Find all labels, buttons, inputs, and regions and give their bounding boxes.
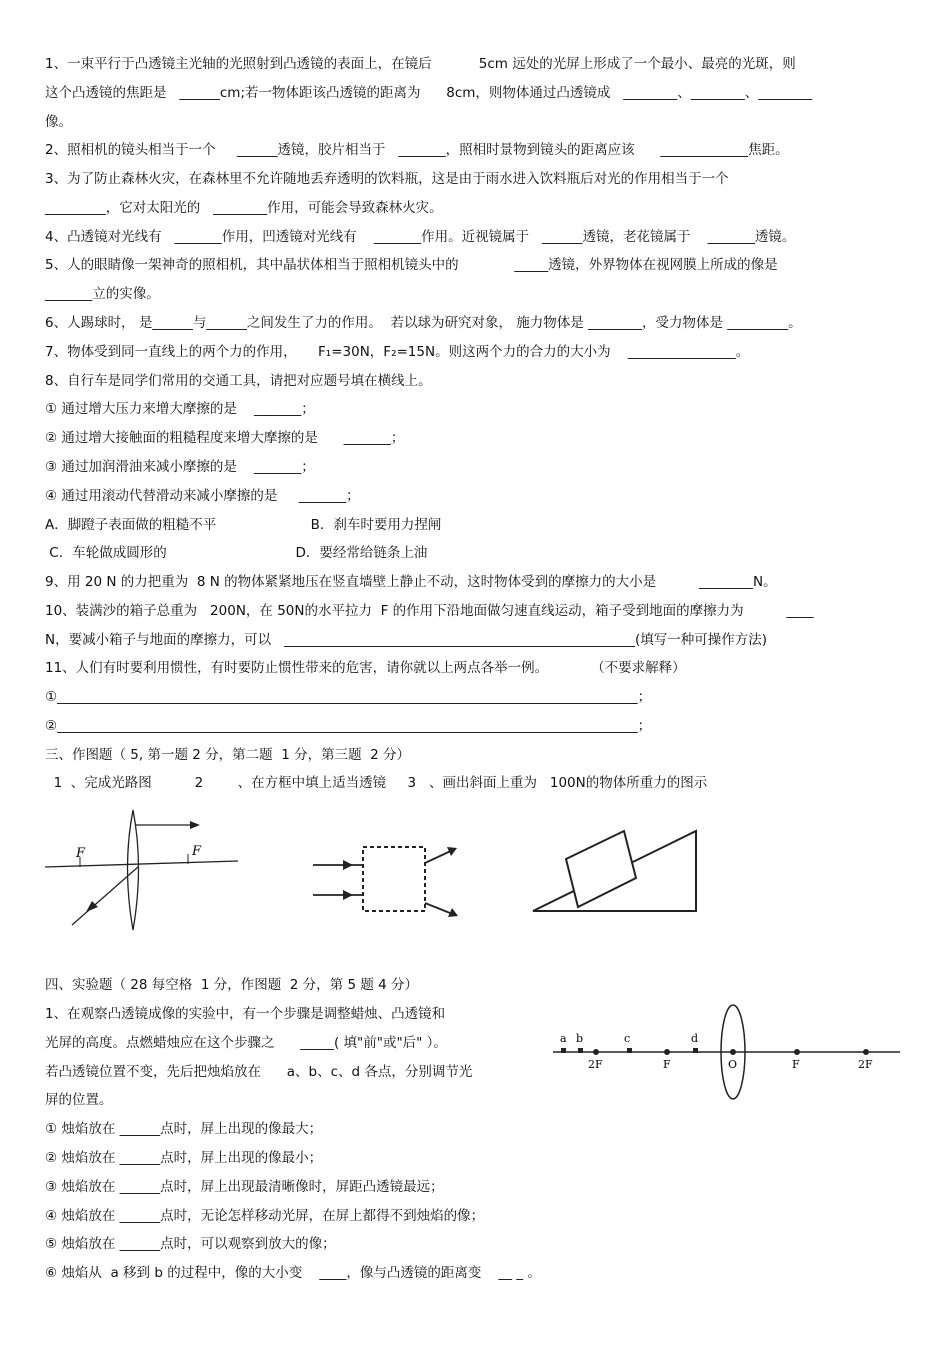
label-2f-right: 2F — [858, 1058, 873, 1071]
line-26: 1 、完成光路图 2 、在方框中填上适当透镜 3 、画出斜面上重为 100N的物体所重力的图示 — [45, 775, 708, 791]
point-o-marker — [730, 1049, 736, 1055]
line-6: _________，它对太阳光的 ________作用，可能会导致森林火灾。 — [45, 200, 443, 216]
line-21: N，要减小箱子与地面的摩擦力，可以 ____________________________________________________(填写一种可操作方法) — [45, 632, 768, 648]
block-on-incline — [566, 831, 636, 907]
line-5: 3、为了防止森林火灾，在森林里不允许随地丢弃透明的饮料瓶，这是由于雨水进入饮料瓶后对光的作用相当于一个 — [45, 171, 729, 187]
line-4: 2、照相机的镜头相当于一个 ______透镜，胶片相当于 _______，照相时景物到镜头的距离应该 _____________焦距。 — [45, 142, 789, 158]
line-11: 7、物体受到同一直线上的两个力的作用， F₁=30N，F₂=15N。则这两个力的合力的大小为 ________________。 — [45, 344, 750, 360]
line-34: ③ 烛焰放在 ______点时，屏上出现最清晰像时，屏距凸透镜最远； — [45, 1179, 444, 1195]
line-15: ③ 通过加润滑油来减小摩擦的是 _______； — [45, 459, 315, 475]
figure-optical-axis — [548, 1000, 908, 1110]
point-a-marker — [561, 1048, 566, 1053]
label-a: a — [560, 1032, 567, 1045]
point-f-left-marker — [664, 1049, 670, 1055]
line-27: 四、实验题（ 28 每空格 1 分，作图题 2 分，第 5 题 4 分） — [45, 977, 419, 993]
line-20: 10、装满沙的箱子总重为 200N，在 50N的水平拉力 F 的作用下沿地面做匀速直线运动，箱子受到地面的摩擦力为 ____ — [45, 603, 814, 619]
label-o: O — [728, 1058, 738, 1071]
line-10: 6、人踢球时， 是______与______之间发生了力的作用。 若以球为研究对象， 施力物体是 ________，受力物体是 _________。 — [45, 315, 802, 331]
line-29: 光屏的高度。点燃蜡烛应在这个步骤之 _____( 填"前"或"后" ）。 — [45, 1035, 447, 1051]
figure-incline — [528, 825, 708, 920]
arrow-right-icon — [343, 890, 353, 900]
line-23: ①______________________________________________________________________________________； — [45, 689, 652, 705]
focus-label-right: F — [192, 844, 202, 859]
line-12: 8、自行车是同学们常用的交通工具，请把对应题号填在横线上。 — [45, 373, 432, 389]
figure-lens-box — [305, 835, 465, 925]
dashed-box — [363, 847, 425, 911]
line-18: C．车轮做成圆形的 D．要经常给链条上油 — [45, 545, 428, 561]
point-c-marker — [627, 1048, 632, 1053]
point-f-right-marker — [794, 1049, 800, 1055]
line-9: _______立的实像。 — [45, 286, 160, 302]
line-8: 5、人的眼睛像一架神奇的照相机，其中晶状体相当于照相机镜头中的 _____透镜，外界物体在视网膜上所成的像是 — [45, 257, 778, 273]
line-36: ⑤ 烛焰放在 ______点时，可以观察到放大的像； — [45, 1236, 336, 1252]
focus-label-left: F — [76, 846, 86, 861]
line-16: ④ 通过用滚动代替滑动来减小摩擦的是 _______； — [45, 488, 360, 504]
line-30: 若凸透镜位置不变，先后把烛焰放在 a、b、c、d 各点，分别调节光 — [45, 1064, 473, 1080]
figure-light-path — [40, 805, 250, 935]
arrow-right-icon — [190, 821, 200, 829]
label-b: b — [576, 1032, 584, 1045]
label-c: c — [624, 1032, 631, 1045]
line-28: 1、在观察凸透镜成像的实验中，有一个步骤是调整蜡烛、凸透镜和 — [45, 1006, 446, 1022]
point-2f-right-marker — [863, 1049, 869, 1055]
line-32: ① 烛焰放在 ______点时，屏上出现的像最大； — [45, 1121, 323, 1137]
line-31: 屏的位置。 — [45, 1092, 113, 1108]
convex-lens — [128, 810, 139, 930]
point-d-marker — [693, 1048, 698, 1053]
point-b-marker — [578, 1048, 583, 1053]
label-d: d — [691, 1032, 699, 1045]
arrow-right-icon — [343, 860, 353, 870]
arrow-up-icon — [86, 901, 98, 912]
line-19: 9、用 20 N 的力把重为 8 N 的物体紧紧地压在竖直墙壁上静止不动，这时物体受到的摩擦力的大小是 ________N。 — [45, 574, 777, 590]
point-2f-left-marker — [593, 1049, 599, 1055]
line-17: A．脚蹬子表面做的粗糙不平 B．刹车时要用力捏闸 — [45, 517, 442, 533]
line-35: ④ 烛焰放在 ______点时，无论怎样移动光屏，在屏上都得不到烛焰的像； — [45, 1208, 485, 1224]
label-2f-left: 2F — [588, 1058, 603, 1071]
line-7: 4、凸透镜对光线有 _______作用，凹透镜对光线有 _______作用。近视镜属于 ______透镜，老花镜属于 _______透镜。 — [45, 229, 796, 245]
line-25: 三、作图题（ 5, 第一题 2 分，第二题 1 分，第三题 2 分） — [45, 747, 411, 763]
line-2: 这个凸透镜的焦距是 ______cm;若一物体距该凸透镜的距离为 8cm，则物体通过凸透镜成 ________、________、________ — [45, 85, 813, 101]
line-33: ② 烛焰放在 ______点时，屏上出现的像最小； — [45, 1150, 323, 1166]
label-f-right: F — [792, 1058, 800, 1071]
label-f-left: F — [663, 1058, 671, 1071]
line-24: ②______________________________________________________________________________________； — [45, 718, 652, 734]
line-1: 1、一束平行于凸透镜主光轴的光照射到凸透镜的表面上，在镜后 5cm 远处的光屏上形成了一个最小、最亮的光斑，则 — [45, 56, 796, 72]
line-13: ① 通过增大压力来增大摩擦的是 _______； — [45, 401, 315, 417]
line-37: ⑥ 烛焰从 a 移到 b 的过程中，像的大小变 ____，像与凸透镜的距离变 __ _ 。 — [45, 1265, 541, 1281]
line-22: 11、人们有时要利用惯性，有时要防止惯性带来的危害，请你就以上两点各举一例。 （不要求解释） — [45, 660, 686, 676]
principal-axis — [45, 861, 238, 867]
line-14: ② 通过增大接触面的粗糙程度来增大摩擦的是 _______； — [45, 430, 405, 446]
line-3: 像。 — [45, 114, 72, 130]
